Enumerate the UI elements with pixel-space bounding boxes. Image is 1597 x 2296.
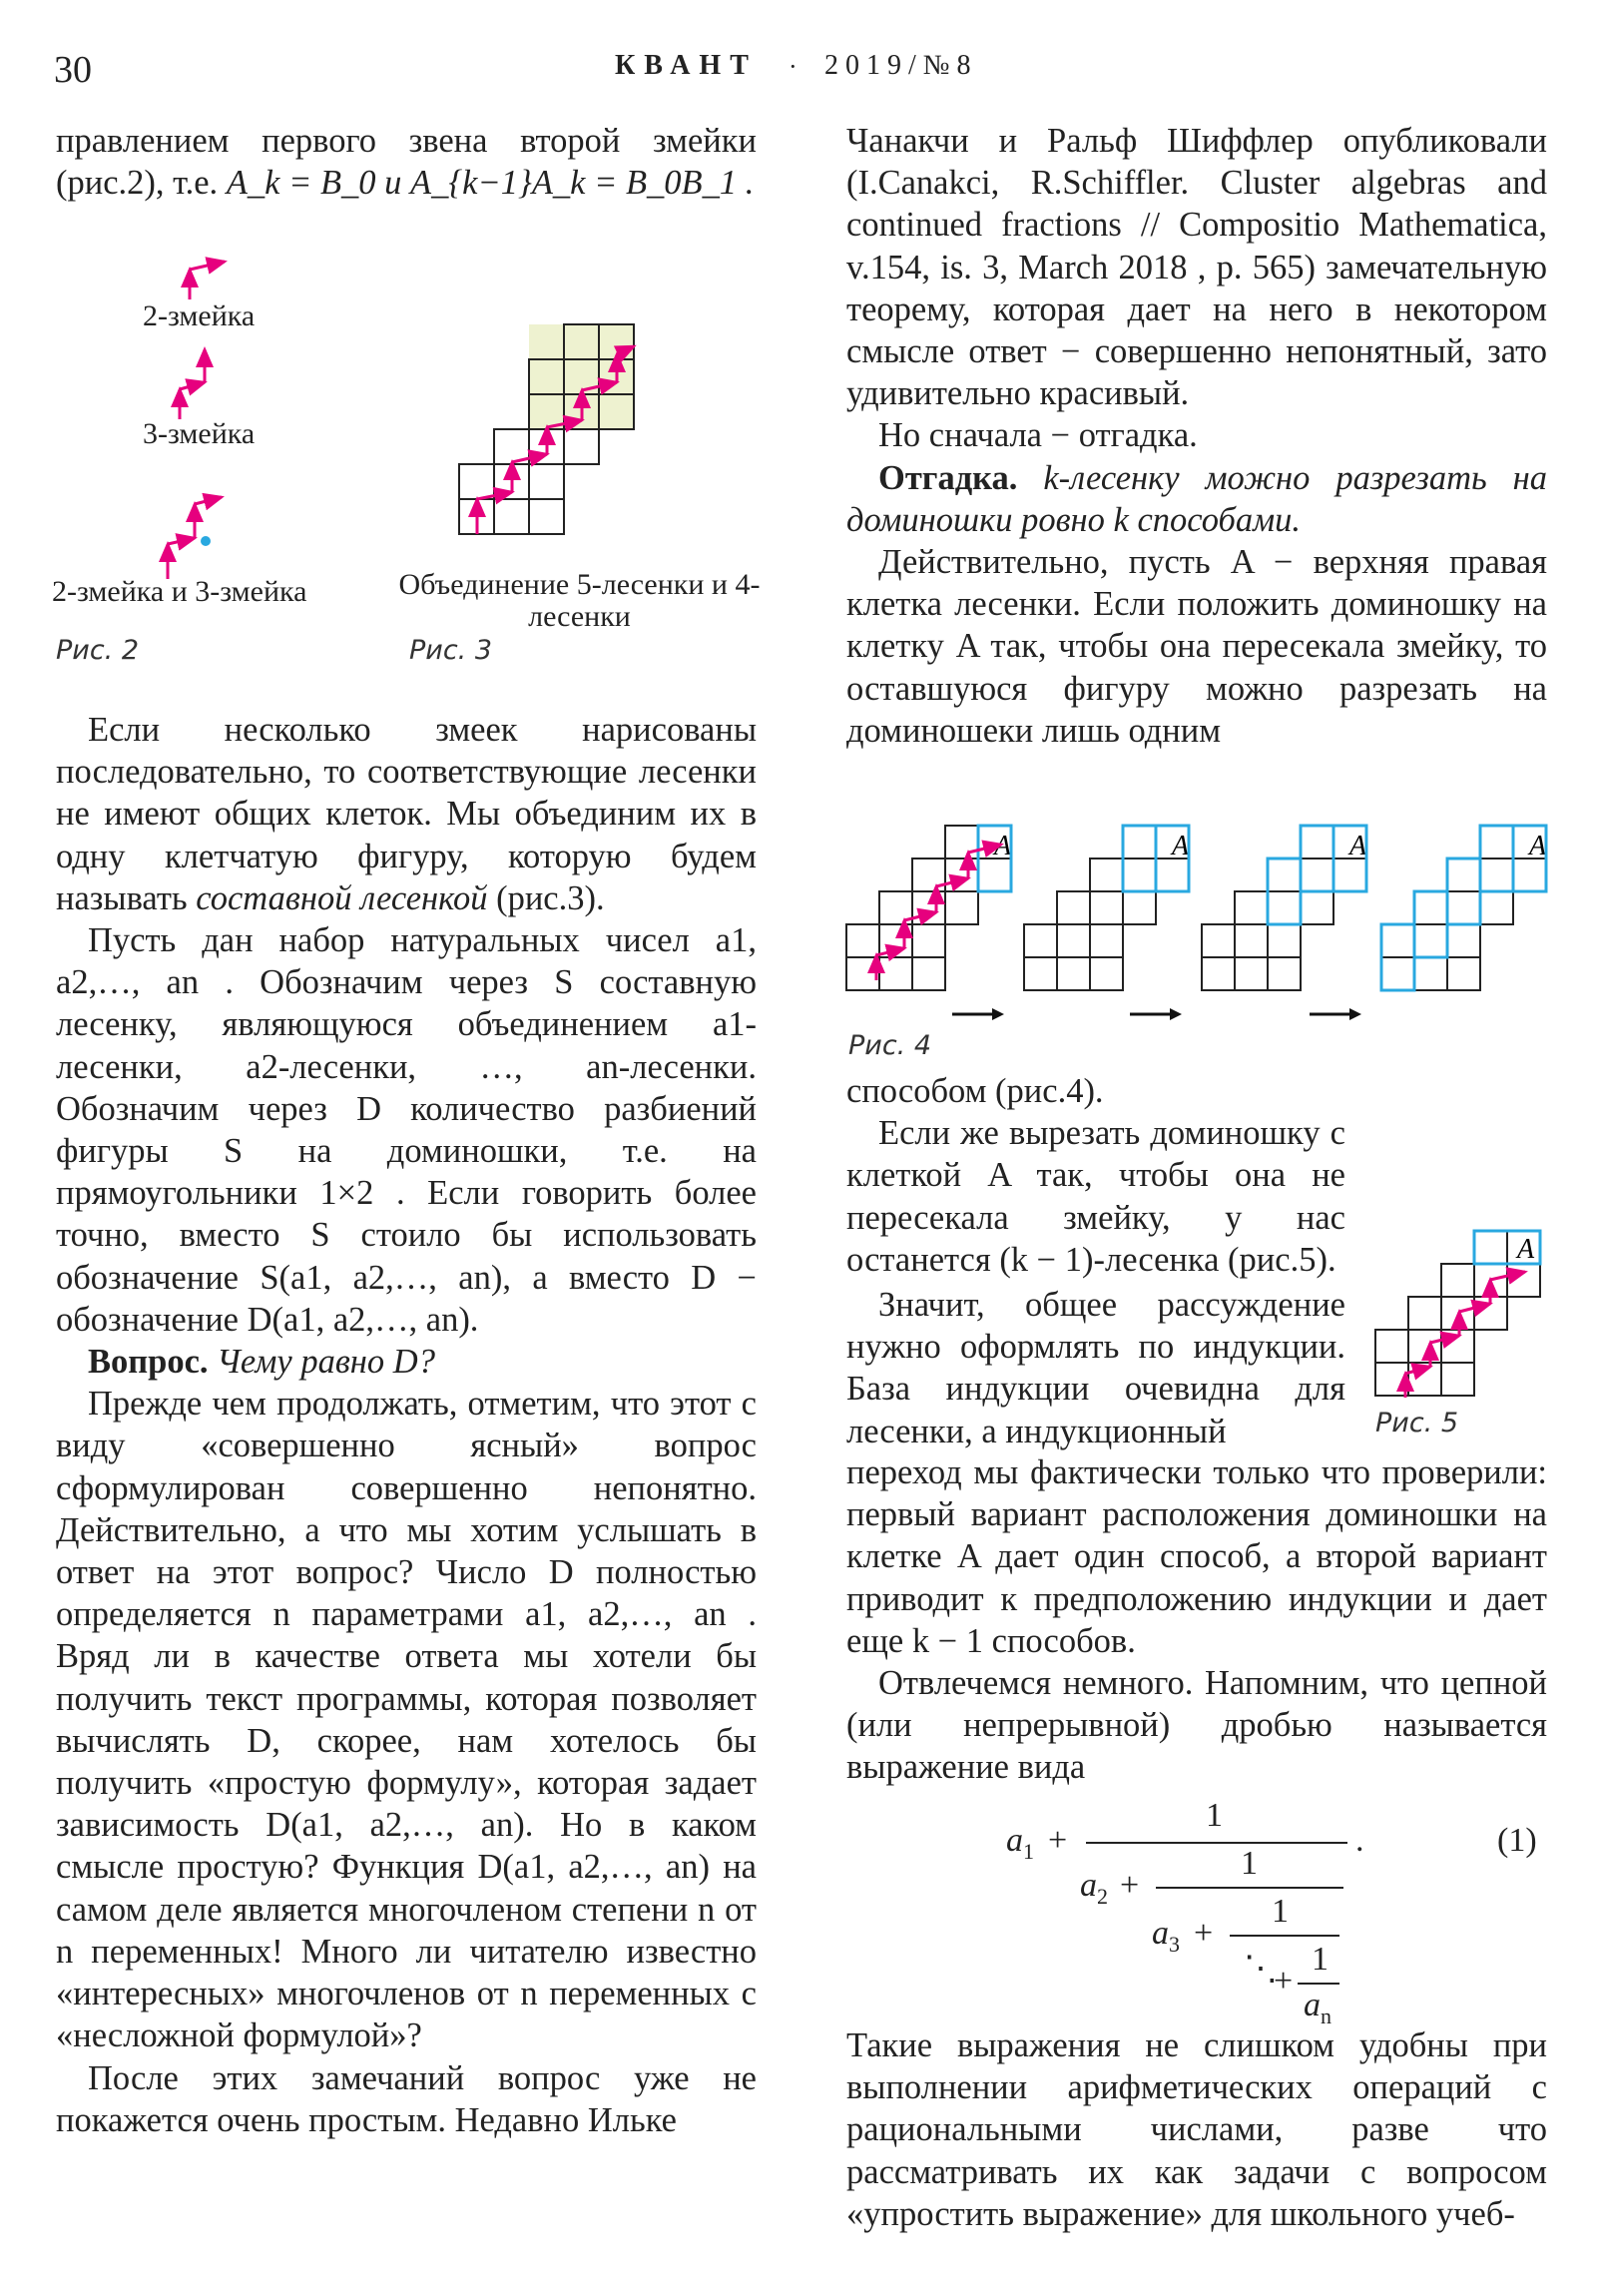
issue-number: 2019/№8 [824, 50, 978, 81]
fig5-snake-arrow [1430, 1336, 1459, 1343]
fig4-panel-2-cell [1090, 924, 1123, 957]
fig5-cell [1474, 1231, 1507, 1264]
right-paragraph-3: Действительно, пусть A − верхняя правая клетка лесенки. Если положить доминошку на клетку A так, чтобы она пересекала змейку, то оставшуюся фигуру можно разрезать на доминошеки лишь одним [846, 543, 1547, 750]
fig4-panel-4-cell [1480, 891, 1513, 924]
cf-one-3: 1 [1272, 1893, 1289, 1930]
fig4-cell-label: A [1349, 831, 1367, 861]
fig4-step-arrowhead [992, 1008, 1004, 1020]
magazine-title: КВАНТ [615, 50, 758, 81]
fig3-cell [529, 464, 564, 499]
fig4-panel-2-cell [1090, 891, 1123, 924]
left-paragraph-3: Пусть дан набор натуральных чисел a1, a2,…, an . Обозначим через S составную лесенку, являющуюся объединением a1-лесенки, a2-лесенки, …, an-лесенки. Обозначим через D количество разбиений фигуры S на доминошки, т.е. на прямоугольники 1×2 . Если говорить более точно, вместо S стоило бы использовать обозначение S(a1, a2,…, an), а вместо D − обозначение D(a1, a2,…, an). [56, 921, 757, 1339]
fig5-cell-label: A [1517, 1234, 1535, 1265]
right-paragraph-1: Чанакчи и Ральф Шиффлер опубликовали (I.Canakci, R.Schiffler. Cluster algebras and continued fractions // Compositio Mathematica, v.154, is. 3, March 2018 , p. 565) замечательную теорему, которая дает на него в некотором смысле ответ − совершенно непонятный, зато удивительно красивый. [846, 122, 1547, 413]
fig4-panel-3-cell [1202, 957, 1235, 990]
fig4-snake-arrow [876, 948, 904, 955]
left-column-main [56, 709, 757, 2141]
cf-a3: $a_3$ [1152, 1915, 1180, 1957]
cf-an: $a_n$ [1304, 1987, 1331, 2028]
right-column-bottom [846, 2024, 1547, 2235]
fig4-panel-4-cell [1447, 924, 1480, 957]
fig4-step-arrowhead [1170, 1008, 1182, 1020]
cf-bar-1 [1086, 1842, 1347, 1844]
cf-a2: $a_2$ [1080, 1867, 1108, 1909]
page-number: 30 [54, 49, 92, 91]
cf-plus-4: + [1274, 1963, 1294, 2000]
right-column-top [846, 120, 1547, 752]
cf-one-1: 1 [1206, 1797, 1223, 1834]
fig4-caption: Рис. 4 [848, 1030, 932, 1061]
fig4-panel-4-cell [1381, 957, 1414, 990]
fig4-panel-1-cell [846, 924, 879, 957]
right-paragraph-9: Такие выражения не слишком удобны при выполнении арифметических операций с рациональными числами, разве что рассматривать их как задачи с вопросом «упростить выражение» для школьного учеб- [846, 2026, 1547, 2233]
right-paragraph-5: Если же вырезать доминошку с клеткой A так, чтобы она не пересекала змейку, у нас останется (k − 1)-лесенка (рис.5). [846, 1114, 1345, 1279]
fig2-label-2-snake: 2-змейка [143, 299, 256, 332]
right-paragraph-6: Значит, общее рассуждение нужно оформлять по индукции. База индукции очевидна для лесенки, а индукционный [846, 1286, 1345, 1450]
fig4-panel-1-cell [978, 859, 1011, 891]
fig3-caption: Рис. 3 [409, 635, 493, 666]
figure-4-domino-steps [846, 821, 1557, 1030]
cf-plus-1: + [1048, 1822, 1068, 1859]
right-column-lower [846, 1451, 1547, 1789]
fig3-cell [494, 499, 529, 534]
cf-a1: $a_1$ [1006, 1822, 1034, 1864]
fig4-panel-4-cell [1414, 957, 1447, 990]
fig4-panel-1-cell [912, 957, 945, 990]
fig4-panel-4-cell [1447, 891, 1480, 924]
right-paragraph-4: способом (рис.4). [846, 1072, 1104, 1110]
right-column-induction [846, 1284, 1345, 1452]
fig4-panel-4-cell [1414, 924, 1447, 957]
fig4-panel-1-cell [945, 891, 978, 924]
fig4-panel-3-cell [1202, 924, 1235, 957]
fig4-panel-2-cell [1090, 859, 1123, 891]
equation-number: (1) [1497, 1822, 1537, 1859]
fig4-panel-3-cell [1301, 859, 1333, 891]
fig4-panel-2-cell [1123, 891, 1156, 924]
cf-bar-3 [1230, 1935, 1339, 1937]
fig4-panel-2-cell [1123, 859, 1156, 891]
left-paragraph-2: Если несколько змеек нарисованы последовательно, то соответствующие лесенки не имеют общих клеток. Мы объединим их в одну клетчатую фигуру, которую будем называть составной лесенкой (рис.3). [56, 711, 757, 917]
fig4-panel-3-cell [1235, 891, 1268, 924]
fig4-panel-4-cell [1414, 891, 1447, 924]
fig4-panel-3-cell [1268, 957, 1301, 990]
fig4-panel-3-cell [1235, 957, 1268, 990]
right-paragraph-2: Но сначала − отгадка. [878, 416, 1198, 455]
cf-bar-4 [1298, 1983, 1339, 1985]
header-separator: · [789, 52, 798, 81]
figure-5-staircase [1375, 1226, 1555, 1406]
fig5-cell [1408, 1297, 1441, 1330]
fig4-panel-4-cell [1447, 957, 1480, 990]
fig4-snake-arrow [904, 912, 936, 920]
fig5-caption: Рис. 5 [1375, 1408, 1459, 1438]
formula-ak-b0: A_k = B_0 и A_{k−1}A_k = B_0B_1 . [226, 164, 755, 203]
cf-plus-2: + [1120, 1867, 1140, 1904]
fig4-panel-4-cell [1513, 859, 1546, 891]
fig4-snake-arrow [936, 878, 968, 886]
fig4-panel-4-cell [1381, 924, 1414, 957]
fig4-panel-2-cell [1057, 957, 1090, 990]
fig4-panel-2-cell [1156, 859, 1189, 891]
fig4-panel-3-cell [1268, 924, 1301, 957]
fig4-panel-3-cell [1301, 826, 1333, 859]
left-paragraph-5: После этих замечаний вопрос уже не покажется очень простым. Недавно Ильке [56, 2058, 757, 2139]
fig4-panel-1-cell [945, 826, 978, 859]
fig5-cell [1375, 1363, 1408, 1396]
fig5-cell [1408, 1330, 1441, 1363]
question: Вопрос. Чему равно D? [88, 1343, 435, 1382]
fig2-label-combined: 2-змейка и 3-змейка [52, 575, 307, 608]
left-paragraph-1: правлением первого звена второй змейки (рис.2), т.е. A_k = B_0 и A_{k−1}A_k = B_0B_1 . [56, 122, 757, 203]
cf-one-2: 1 [1241, 1845, 1258, 1882]
cf-plus-3: + [1194, 1915, 1214, 1952]
fig4-panel-2-cell [1024, 957, 1057, 990]
fig4-panel-3-cell [1235, 924, 1268, 957]
answer: Отгадка. k-лесенку можно разрезать на доминошки ровно k способами. [846, 458, 1547, 539]
fig3-cell [529, 499, 564, 534]
fig4-cell-label: A [994, 831, 1012, 861]
fig5-cell [1375, 1330, 1408, 1363]
fig2-caption: Рис. 2 [56, 635, 140, 666]
fig4-panel-3-cell [1268, 859, 1301, 891]
right-paragraph-8: Отвлечемся немного. Напомним, что цепной (или непрерывной) дробью называется выражение вида [846, 1664, 1547, 1787]
fig3-label: Объединение 5-лесенки и 4-лесенки [398, 568, 761, 633]
fig5-cell [1441, 1264, 1474, 1297]
fig4-panel-4-cell [1447, 859, 1480, 891]
fig4-panel-1-cell [945, 859, 978, 891]
fig4-panel-1-cell [912, 924, 945, 957]
cf-bar-2 [1156, 1887, 1343, 1889]
fig3-cell [459, 464, 494, 499]
figure-3-composite-staircase [459, 324, 659, 544]
fig4-step-arrowhead [1349, 1008, 1361, 1020]
fig4-panel-3-cell [1301, 891, 1333, 924]
right-paragraph-7: переход мы фактически только что проверили: первый вариант расположения доминошки на клетке A дает один способ, а второй вариант приводит к предположению индукции и дает еще k − 1 способов. [846, 1453, 1547, 1660]
fig4-panel-2-cell [1123, 826, 1156, 859]
fig5-cell [1507, 1264, 1540, 1297]
fig4-panel-2-cell [1057, 891, 1090, 924]
cf-dots: ⋱ [1244, 1951, 1278, 1988]
fig4-panel-2-cell [1090, 957, 1123, 990]
fig4-panel-4-cell [1480, 826, 1513, 859]
fig4-panel-3-cell [1268, 891, 1301, 924]
left-paragraph-4: Прежде чем продолжать, отметим, что этот с виду «совершенно ясный» вопрос сформулирован совершенно непонятно. Действительно, а что мы хотим услышать в ответ на этот вопрос? Число D полностью определяется n параметрами a1, a2,…, an . Вряд ли в качестве ответа мы хотели бы получить текст программы, которая позволяет вычислять D, скорее, нам хотелось бы получить «простую формулу», которая задает зависимость D(a1, a2,…, an). Но в каком смысле простую? Функция D(a1, a2,…, an) на самом деле является многочленом степени n от n переменных! Много ли читателю известно «интересных» многочленов от n переменных с «несложной формулой»? [56, 1385, 757, 2055]
fig4-panel-1-cell [879, 957, 912, 990]
fig4-cell-label: A [1529, 831, 1547, 861]
fig3-cell [564, 429, 599, 464]
fig4-cell-label: A [1172, 831, 1190, 861]
fig4-panel-2-cell [1057, 924, 1090, 957]
left-column-top [56, 120, 757, 204]
term-composite-staircase: составной лесенкой [196, 878, 488, 917]
fig4-panel-3-cell [1333, 859, 1366, 891]
fig4-panel-1-cell [912, 891, 945, 924]
fig4-panel-2-cell [1024, 924, 1057, 957]
fig5-cell [1441, 1363, 1474, 1396]
fig2-label-3-snake: 3-змейка [143, 417, 256, 450]
cf-period: . [1355, 1822, 1364, 1859]
cf-one-4: 1 [1312, 1941, 1329, 1978]
fig4-panel-1-cell [846, 957, 879, 990]
fig4-panel-4-cell [1480, 859, 1513, 891]
